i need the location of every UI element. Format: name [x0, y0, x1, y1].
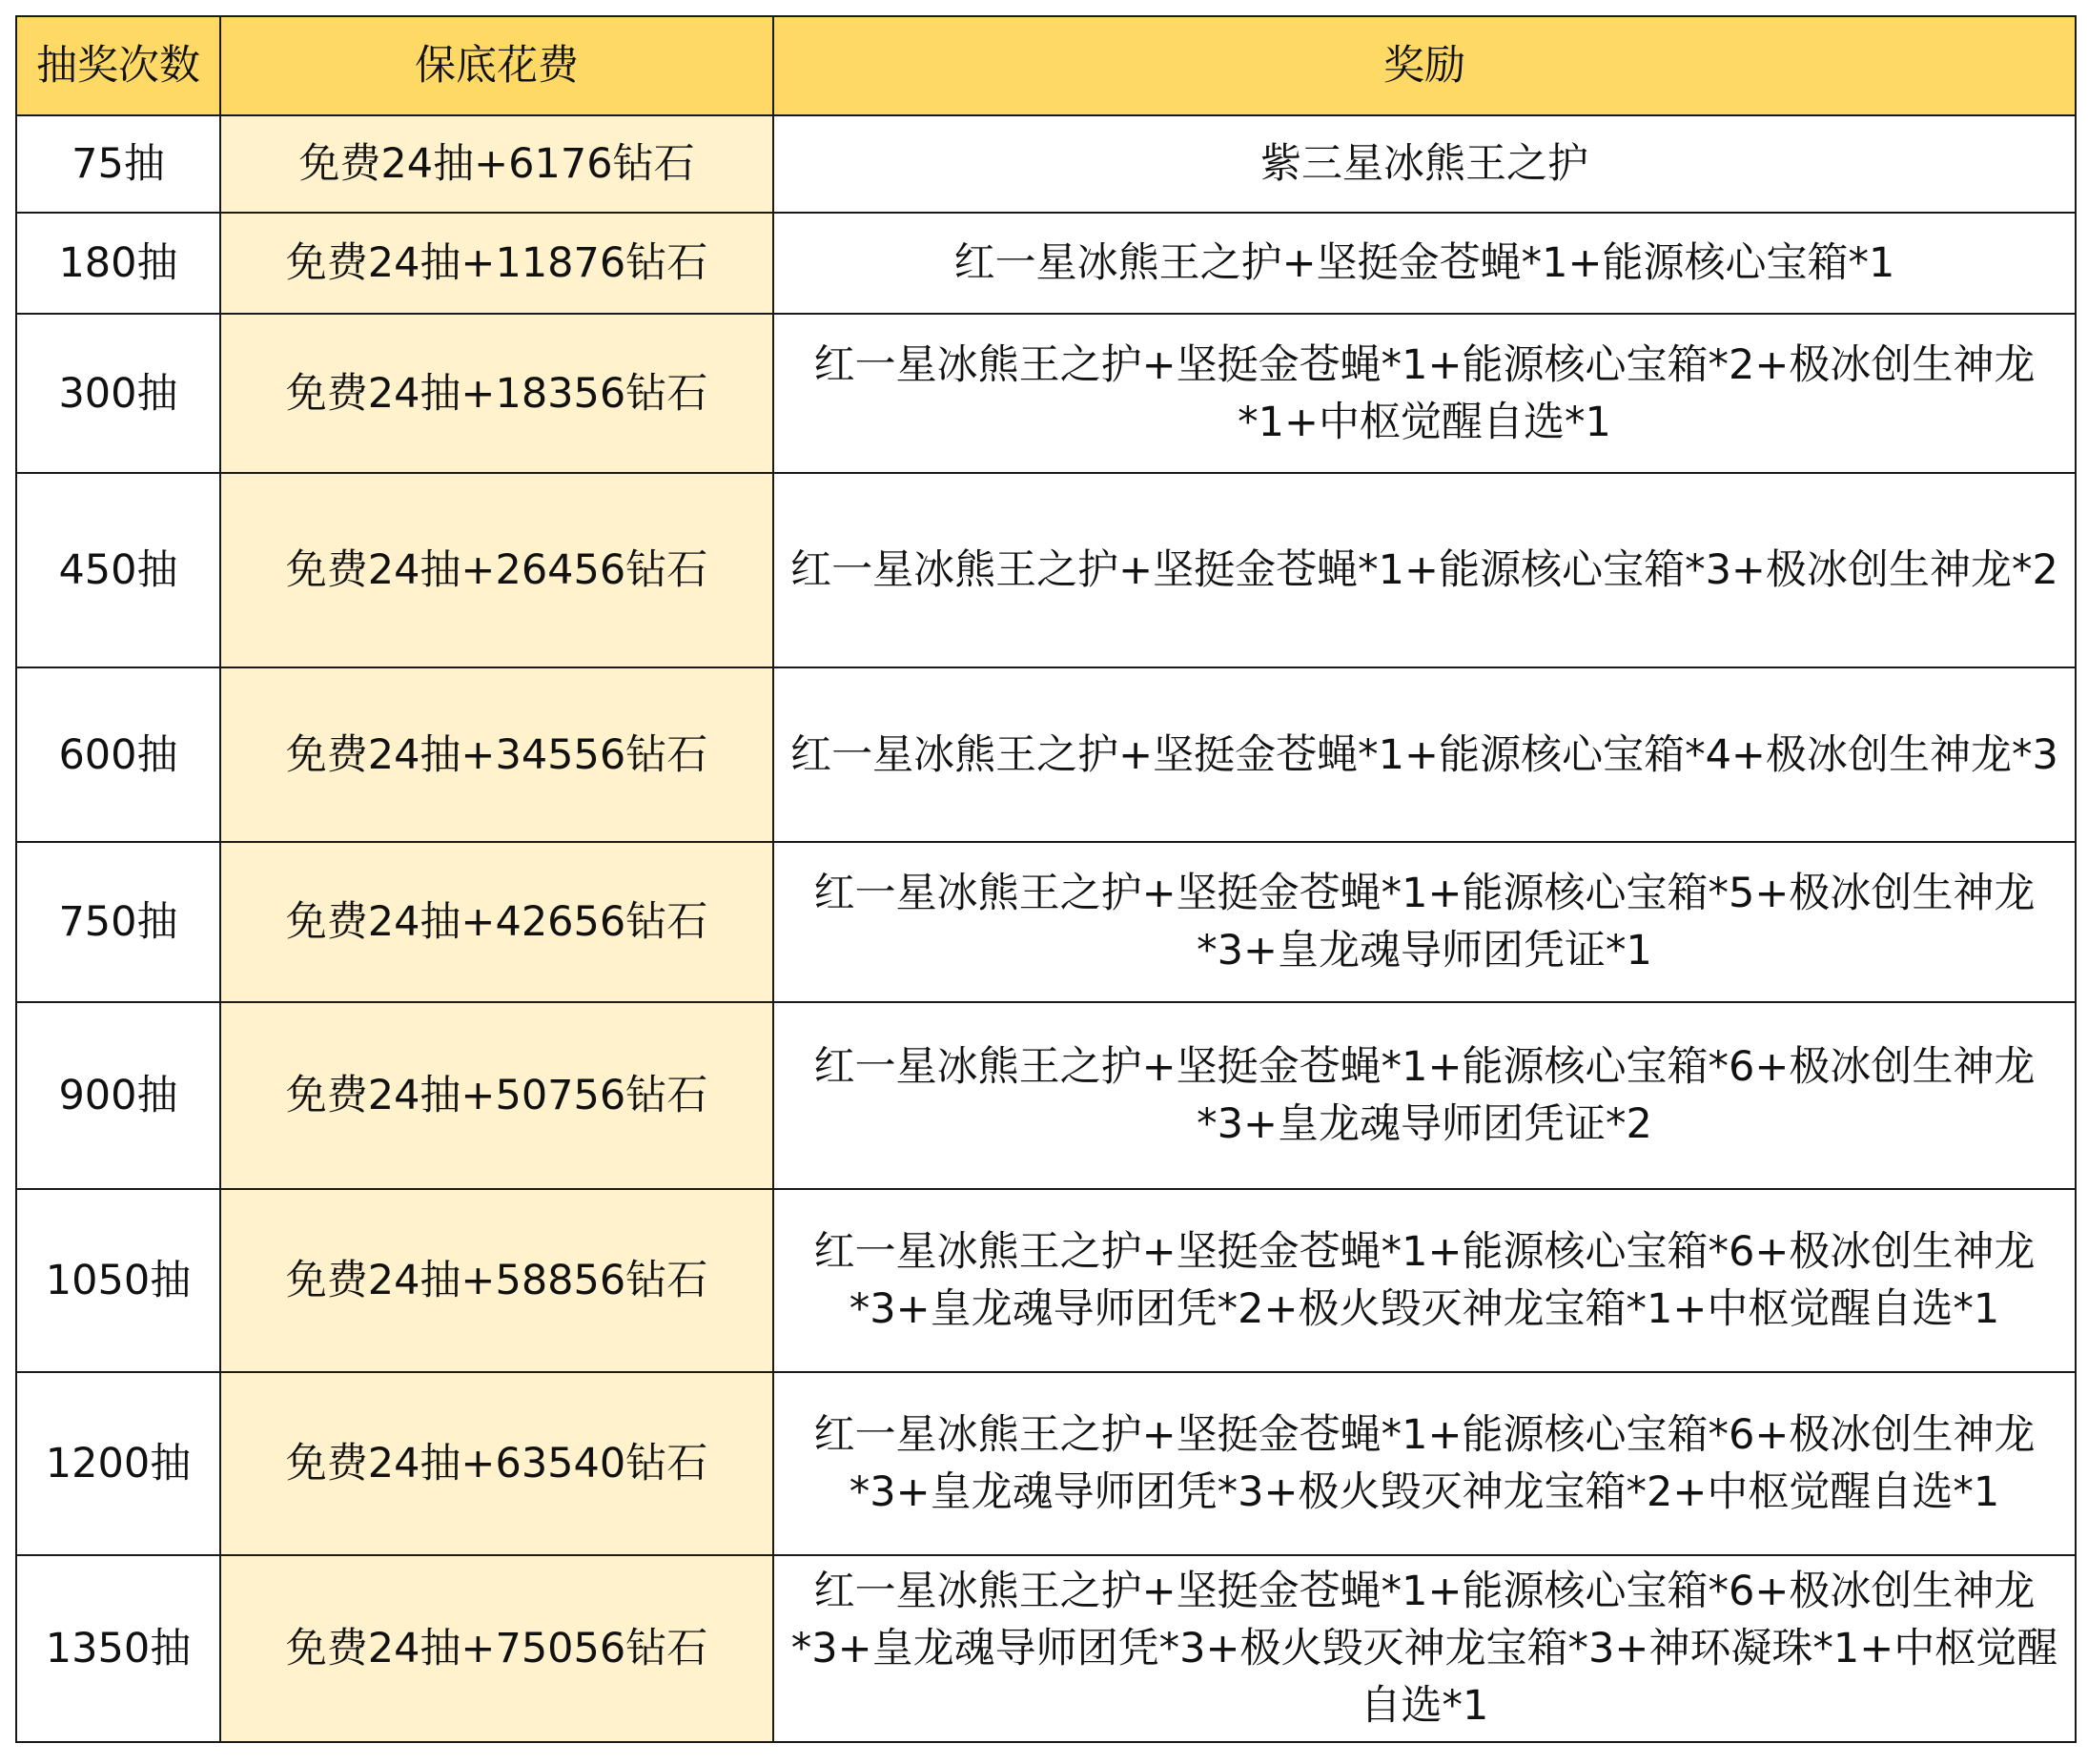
reward-cell: 红一星冰熊王之护+坚挺金苍蝇*1+能源核心宝箱*4+极冰创生神龙*3 — [773, 667, 2076, 842]
draw-count-cell: 1200抽 — [16, 1372, 220, 1555]
table-header-row — [16, 16, 2076, 115]
cost-cell: 免费24抽+26456钻石 — [220, 473, 773, 667]
table-row — [16, 473, 2076, 667]
draw-count-cell: 450抽 — [16, 473, 220, 667]
cost-cell: 免费24抽+50756钻石 — [220, 1002, 773, 1189]
cost-cell: 免费24抽+58856钻石 — [220, 1189, 773, 1372]
header-guaranteed-cost: 保底花费 — [220, 16, 773, 115]
draw-count-cell: 1050抽 — [16, 1189, 220, 1372]
reward-cell: 红一星冰熊王之护+坚挺金苍蝇*1+能源核心宝箱*6+极冰创生神龙*3+皇龙魂导师团凭*3+极火毁灭神龙宝箱*2+中枢觉醒自选*1 — [773, 1372, 2076, 1555]
reward-cell: 红一星冰熊王之护+坚挺金苍蝇*1+能源核心宝箱*1 — [773, 213, 2076, 314]
table-row — [16, 213, 2076, 314]
reward-table-container — [15, 15, 2077, 1743]
cost-cell: 免费24抽+75056钻石 — [220, 1555, 773, 1742]
reward-cell: 红一星冰熊王之护+坚挺金苍蝇*1+能源核心宝箱*6+极冰创生神龙*3+皇龙魂导师团凭证*2 — [773, 1002, 2076, 1189]
table-row — [16, 1555, 2076, 1742]
draw-count-cell: 75抽 — [16, 115, 220, 213]
cost-cell: 免费24抽+11876钻石 — [220, 213, 773, 314]
reward-table — [15, 15, 2077, 1743]
draw-count-cell: 600抽 — [16, 667, 220, 842]
draw-count-cell: 180抽 — [16, 213, 220, 314]
reward-cell: 紫三星冰熊王之护 — [773, 115, 2076, 213]
cost-cell: 免费24抽+34556钻石 — [220, 667, 773, 842]
draw-count-cell: 300抽 — [16, 314, 220, 473]
table-row — [16, 1002, 2076, 1189]
draw-count-cell: 1350抽 — [16, 1555, 220, 1742]
table-row — [16, 1189, 2076, 1372]
header-draw-count: 抽奖次数 — [16, 16, 220, 115]
cost-cell: 免费24抽+18356钻石 — [220, 314, 773, 473]
cost-cell: 免费24抽+63540钻石 — [220, 1372, 773, 1555]
table-row — [16, 115, 2076, 213]
header-reward: 奖励 — [773, 16, 2076, 115]
draw-count-cell: 750抽 — [16, 842, 220, 1002]
cost-cell: 免费24抽+42656钻石 — [220, 842, 773, 1002]
table-row — [16, 842, 2076, 1002]
table-row — [16, 1372, 2076, 1555]
reward-cell: 红一星冰熊王之护+坚挺金苍蝇*1+能源核心宝箱*5+极冰创生神龙*3+皇龙魂导师团凭证*1 — [773, 842, 2076, 1002]
reward-cell: 红一星冰熊王之护+坚挺金苍蝇*1+能源核心宝箱*6+极冰创生神龙*3+皇龙魂导师团凭*3+极火毁灭神龙宝箱*3+神环凝珠*1+中枢觉醒自选*1 — [773, 1555, 2076, 1742]
table-row — [16, 667, 2076, 842]
table-row — [16, 314, 2076, 473]
reward-cell: 红一星冰熊王之护+坚挺金苍蝇*1+能源核心宝箱*6+极冰创生神龙*3+皇龙魂导师团凭*2+极火毁灭神龙宝箱*1+中枢觉醒自选*1 — [773, 1189, 2076, 1372]
draw-count-cell: 900抽 — [16, 1002, 220, 1189]
reward-cell: 红一星冰熊王之护+坚挺金苍蝇*1+能源核心宝箱*3+极冰创生神龙*2 — [773, 473, 2076, 667]
cost-cell: 免费24抽+6176钻石 — [220, 115, 773, 213]
reward-cell: 红一星冰熊王之护+坚挺金苍蝇*1+能源核心宝箱*2+极冰创生神龙*1+中枢觉醒自选*1 — [773, 314, 2076, 473]
